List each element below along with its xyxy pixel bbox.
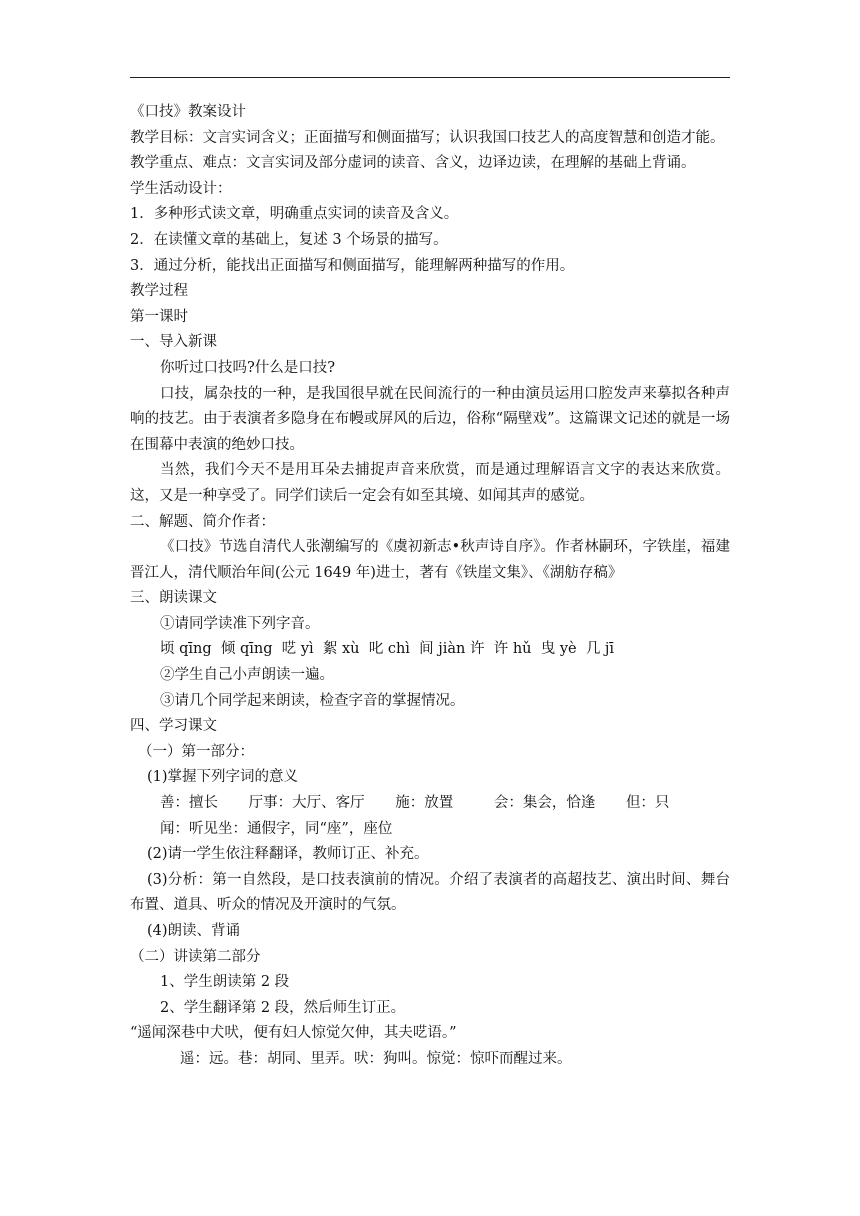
- reading-step: ①请同学读准下列字音。: [160, 615, 320, 632]
- vocab-word: 厅事：大厅、客厅: [248, 795, 365, 812]
- study-item: (3)分析：第一自然段，是口技表演前的情况。介绍了表演者的高超技艺、演出时间、舞台布置、道具、听众的情况及开演时的气氛。: [130, 871, 730, 914]
- vocab-word: 但：只: [625, 795, 670, 812]
- process-heading: 教学过程: [130, 283, 188, 300]
- activity-heading: 学生活动设计：: [130, 180, 232, 197]
- vocab-word: 施：放置: [395, 795, 454, 812]
- document-body: [130, 100, 730, 1073]
- section-heading: 三、朗读课文: [130, 590, 217, 607]
- study-item: (1)掌握下列字词的意义: [147, 769, 299, 786]
- reading-step: ③请几个同学起来朗读，检查字音的掌握情况。: [160, 692, 465, 709]
- reading-step: ②学生自己小声朗读一遍。: [160, 667, 334, 684]
- doc-title: 《口技》教案设计: [130, 104, 246, 120]
- lesson-heading: 第一课时: [130, 308, 188, 325]
- study-item: (2)请一学生依注释翻译，教师订正、补充。: [147, 846, 429, 863]
- intro-paragraph: 口技，属杂技的一种，是我国很早就在民间流行的一种由演员运用口腔发声来摹拟各种声响的技艺。由于表演者多隐身在布幔或屏风的后边，俗称“隔壁戏”。这篇课文记述的就是一场在围幕中表演的绝妙口技。: [130, 385, 730, 453]
- gloss-line: 遥：远。巷：胡同、里弄。吠：狗叫。惊觉：惊吓而醒过来。: [180, 1050, 572, 1067]
- vocab-line: 闻：听见坐：通假字，同“座”，座位: [160, 820, 393, 837]
- vocab-word: 会：集会，恰逢: [493, 795, 596, 812]
- activity-item: 2．在读懂文章的基础上，复述 3 个场景的描写。: [130, 231, 448, 248]
- key-points: 教学重点、难点：文言实词及部分虚词的读音、含义，边译边读，在理解的基础上背诵。: [130, 155, 696, 172]
- quoted-sentence: “遥闻深巷中犬吠，便有妇人惊觉欠伸，其夫呓语。”: [130, 1025, 457, 1042]
- activity-item: 3．通过分析，能找出正面描写和侧面描写，能理解两种描写的作用。: [130, 257, 575, 274]
- study-item: (4)朗读、背诵: [147, 923, 241, 939]
- intro-question: 你听过口技吗?什么是口技?: [160, 359, 336, 376]
- intro-paragraph: 当然，我们今天不是用耳朵去捕捉声音来欣赏，而是通过理解语言文字的表达来欣赏。这，又是一种享受了。同学们读后一定会有如至其境、如闻其声的感觉。: [130, 462, 730, 504]
- study-step: 1、学生朗读第 2 段: [160, 974, 290, 991]
- study-step: 2、学生翻译第 2 段，然后师生订正。: [160, 999, 406, 1016]
- section-heading: 四、学习课文: [130, 718, 217, 735]
- section-heading: 二、解题、简介作者：: [130, 513, 275, 530]
- vocab-line: [130, 791, 730, 817]
- author-paragraph: 《口技》节选自清代人张潮编写的《虞初新志•秋声诗自序》。作者林嗣环，字铁崖，福建晋江人，清代顺治年间(公元 1649 年)进士，著有《铁崖文集》、《湖舫存稿》: [130, 539, 730, 581]
- part-heading: （二）讲读第二部分: [130, 948, 261, 965]
- teaching-objectives: 教学目标：文言实词含义；正面描写和侧面描写；认识我国口技艺人的高度智慧和创造才能。: [130, 129, 725, 146]
- vocab-word: 善：擅长: [160, 795, 218, 812]
- header-rule: [130, 77, 730, 78]
- pronunciation-list: 顷 qīng 倾 qīng 呓 yì 絮 xù 叱 chì 间 jiàn 许 许 hǔ 曳 yè 几 jī: [160, 641, 615, 658]
- part-heading: （一）第一部分：: [138, 743, 254, 760]
- section-heading: 一、导入新课: [130, 334, 217, 351]
- activity-item: 1．多种形式读文章，明确重点实词的读音及含义。: [130, 206, 459, 223]
